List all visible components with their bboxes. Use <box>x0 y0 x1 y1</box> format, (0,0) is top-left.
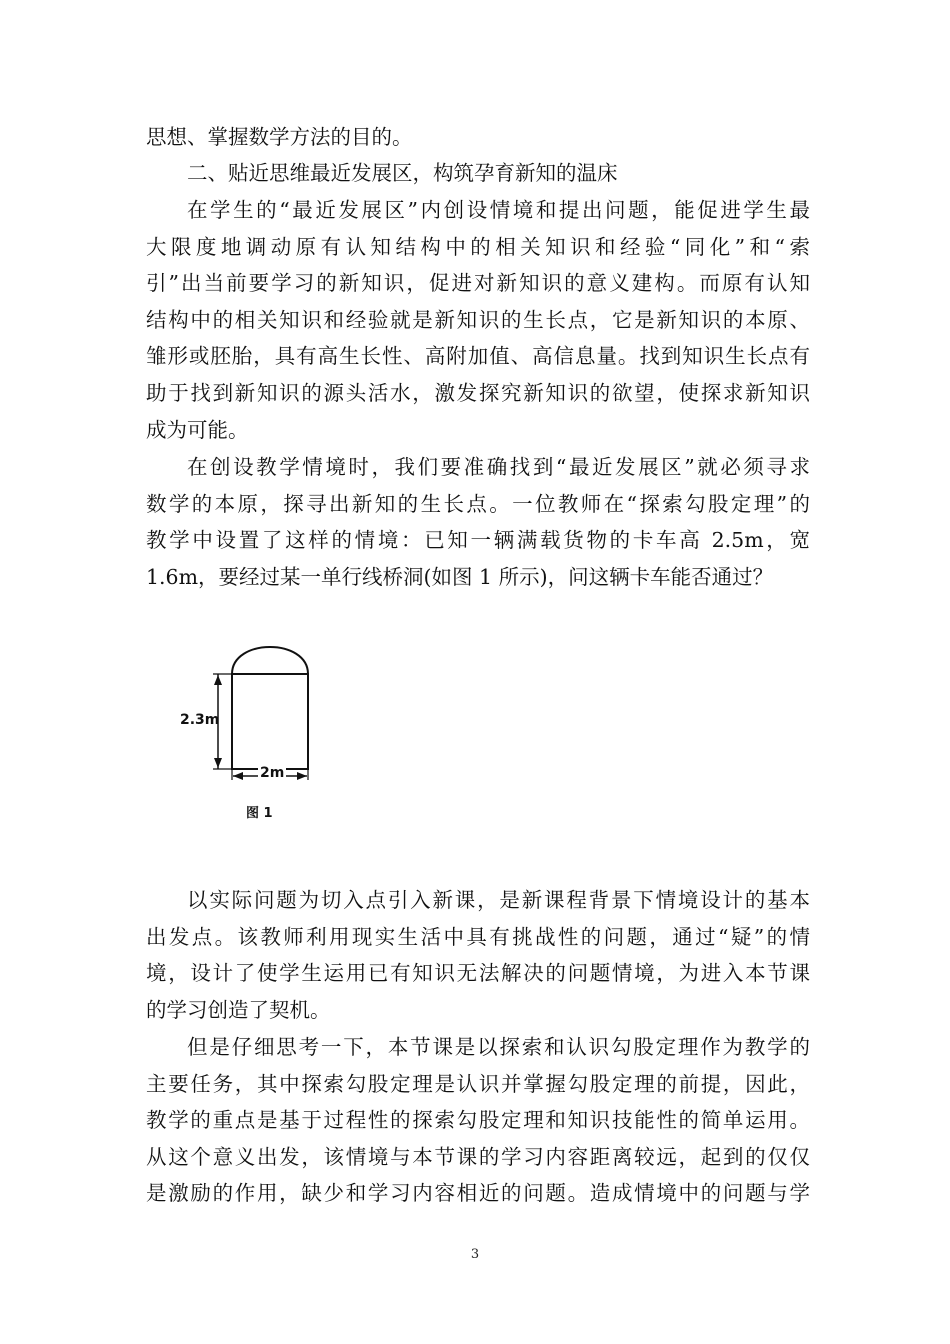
text-line: 境，设计了使学生运用已有知识无法解决的问题情境，为进入本节课 <box>146 961 810 986</box>
text-line: 教学的重点是基于过程性的探索勾股定理和知识技能性的简单运用。 <box>146 1108 810 1133</box>
tunnel-rectangle <box>232 674 308 769</box>
paragraph-1 <box>146 192 810 448</box>
heading-text: 二、贴近思维最近发展区，构筑孕育新知的温床 <box>187 161 618 185</box>
text-line: 出发点。该教师利用现实生活中具有挑战性的问题，通过“疑”的情 <box>146 924 810 949</box>
text-line: 大限度地调动原有认知结构中的相关知识和经验“同化”和“索 <box>146 234 810 259</box>
text-line: 在创设教学情境时，我们要准确找到“最近发展区”就必须寻求 <box>187 455 810 479</box>
text-line: 1.6m，要经过某一单行线桥洞(如图 1 所示)，问这辆卡车能否通过？ <box>146 564 774 589</box>
text-line: 结构中的相关知识和经验就是新知识的生长点，它是新知识的本原、 <box>146 307 810 332</box>
figure-1-bridge-tunnel <box>170 630 330 830</box>
paragraph-4 <box>146 1029 810 1212</box>
text-line: 以实际问题为切入点引入新课，是新课程背景下情境设计的基本 <box>187 888 810 912</box>
arch-top <box>232 647 308 674</box>
section-heading <box>146 155 810 192</box>
text-line: 在学生的“最近发展区”内创设情境和提出问题，能促进学生最 <box>187 198 810 222</box>
text-line: 思想、掌握数学方法的目的。 <box>146 125 413 149</box>
paragraph-2 <box>146 449 810 595</box>
arrow-up-icon <box>214 675 222 685</box>
paragraph-continuation <box>146 119 810 156</box>
arrow-down-icon <box>214 758 222 768</box>
width-label: 2m <box>260 765 285 781</box>
text-line: 成为可能。 <box>146 417 249 442</box>
figure-caption: 图 1 <box>246 806 273 821</box>
text-line: 从这个意义出发，该情境与本节课的学习内容距离较远，起到的仅仅 <box>146 1144 810 1169</box>
text-line: 主要任务，其中探索勾股定理是认识并掌握勾股定理的前提，因此， <box>146 1071 810 1096</box>
text-line: 引”出当前要学习的新知识，促进对新知识的意义建构。而原有认知 <box>146 271 810 296</box>
text-line: 是激励的作用，缺少和学习内容相近的问题。造成情境中的问题与学 <box>146 1181 810 1206</box>
arrow-left-icon <box>233 772 243 780</box>
page-number: 3 <box>470 1247 480 1262</box>
text-line: 雏形或胚胎，具有高生长性、高附加值、高信息量。找到知识生长点有 <box>146 344 810 369</box>
arrow-right-icon <box>297 772 307 780</box>
text-line: 教学中设置了这样的情境：已知一辆满载货物的卡车高 2.5m，宽 <box>146 528 810 553</box>
paragraph-3 <box>146 882 810 1028</box>
text-line: 的学习创造了契机。 <box>146 997 331 1022</box>
text-line: 助于找到新知识的源头活水，激发探究新知识的欲望，使探求新知识 <box>146 380 810 405</box>
text-line: 数学的本原，探寻出新知的生长点。一位教师在“探索勾股定理”的 <box>146 491 810 516</box>
tunnel-diagram <box>170 630 330 830</box>
height-label: 2.3m <box>180 712 220 728</box>
text-line: 但是仔细思考一下，本节课是以探索和认识勾股定理作为教学的 <box>187 1035 810 1059</box>
